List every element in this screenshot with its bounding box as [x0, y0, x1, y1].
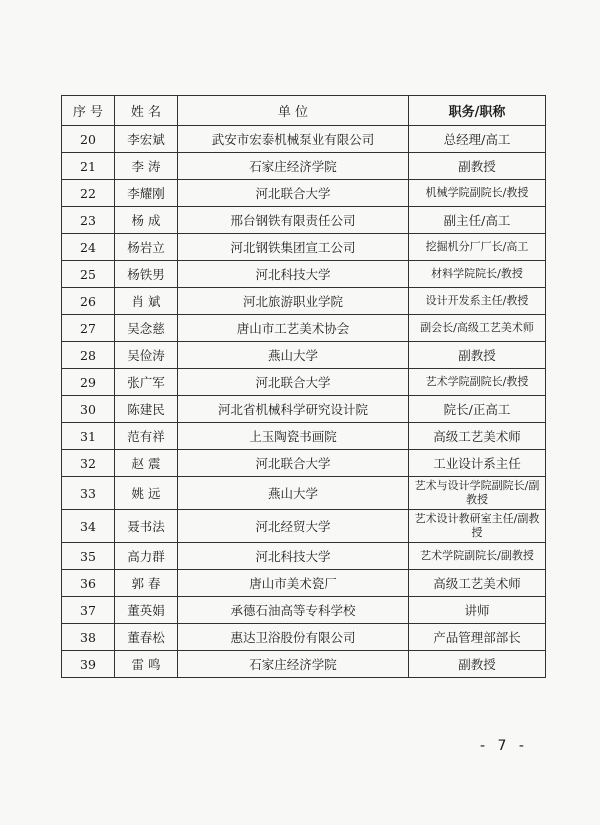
cell-name: 李 涛 [115, 153, 178, 180]
cell-title: 艺术学院副院长/副教授 [409, 543, 546, 570]
cell-title: 副教授 [409, 342, 546, 369]
cell-name: 范有祥 [115, 423, 178, 450]
cell-no: 26 [62, 288, 115, 315]
cell-title: 艺术设计教研室主任/副教授 [409, 510, 546, 543]
cell-unit: 河北经贸大学 [178, 510, 409, 543]
cell-title: 产品管理部部长 [409, 624, 546, 651]
table-row [62, 570, 546, 597]
cell-name: 杨 成 [115, 207, 178, 234]
cell-title: 工业设计系主任 [409, 450, 546, 477]
header-no: 序 号 [62, 96, 115, 126]
header-unit: 单 位 [178, 96, 409, 126]
cell-no: 28 [62, 342, 115, 369]
cell-unit: 唐山市美术瓷厂 [178, 570, 409, 597]
table-row [62, 597, 546, 624]
cell-no: 21 [62, 153, 115, 180]
table-row [62, 126, 546, 153]
cell-unit: 燕山大学 [178, 342, 409, 369]
table-row [62, 261, 546, 288]
table-row [62, 207, 546, 234]
cell-no: 37 [62, 597, 115, 624]
cell-title: 讲师 [409, 597, 546, 624]
table-body [62, 126, 546, 678]
cell-no: 29 [62, 369, 115, 396]
table-row [62, 423, 546, 450]
cell-name: 郭 春 [115, 570, 178, 597]
cell-no: 38 [62, 624, 115, 651]
cell-title: 设计开发系主任/教授 [409, 288, 546, 315]
cell-no: 33 [62, 477, 115, 510]
cell-title: 材料学院院长/教授 [409, 261, 546, 288]
cell-unit: 石家庄经济学院 [178, 651, 409, 678]
cell-title: 副会长/高级工艺美术师 [409, 315, 546, 342]
cell-title: 副教授 [409, 651, 546, 678]
cell-unit: 河北联合大学 [178, 450, 409, 477]
cell-name: 高力群 [115, 543, 178, 570]
cell-name: 杨岩立 [115, 234, 178, 261]
table-row [62, 510, 546, 543]
cell-unit: 河北科技大学 [178, 261, 409, 288]
cell-name: 董春松 [115, 624, 178, 651]
cell-no: 35 [62, 543, 115, 570]
cell-unit: 河北旅游职业学院 [178, 288, 409, 315]
cell-no: 25 [62, 261, 115, 288]
table-row [62, 477, 546, 510]
cell-name: 张广军 [115, 369, 178, 396]
table-row [62, 342, 546, 369]
cell-title: 高级工艺美术师 [409, 423, 546, 450]
cell-name: 雷 鸣 [115, 651, 178, 678]
cell-no: 22 [62, 180, 115, 207]
table-row [62, 396, 546, 423]
header-title: 职务/职称 [409, 96, 546, 126]
table-row [62, 315, 546, 342]
cell-name: 陈建民 [115, 396, 178, 423]
table-row [62, 153, 546, 180]
cell-no: 30 [62, 396, 115, 423]
cell-unit: 上玉陶瓷书画院 [178, 423, 409, 450]
cell-name: 聂书法 [115, 510, 178, 543]
cell-unit: 燕山大学 [178, 477, 409, 510]
cell-unit: 唐山市工艺美术协会 [178, 315, 409, 342]
cell-unit: 河北省机械科学研究设计院 [178, 396, 409, 423]
cell-name: 李耀刚 [115, 180, 178, 207]
header-name: 姓 名 [115, 96, 178, 126]
cell-unit: 河北联合大学 [178, 180, 409, 207]
cell-title: 院长/正高工 [409, 396, 546, 423]
cell-title: 挖掘机分厂厂长/高工 [409, 234, 546, 261]
cell-no: 31 [62, 423, 115, 450]
cell-title: 副教授 [409, 153, 546, 180]
cell-title: 副主任/高工 [409, 207, 546, 234]
cell-no: 32 [62, 450, 115, 477]
cell-name: 姚 远 [115, 477, 178, 510]
cell-name: 董英娟 [115, 597, 178, 624]
cell-title: 机械学院副院长/教授 [409, 180, 546, 207]
cell-unit: 承德石油高等专科学校 [178, 597, 409, 624]
cell-title: 总经理/高工 [409, 126, 546, 153]
cell-title: 高级工艺美术师 [409, 570, 546, 597]
table-row [62, 288, 546, 315]
cell-unit: 河北联合大学 [178, 369, 409, 396]
table-row [62, 450, 546, 477]
cell-unit: 武安市宏泰机械泵业有限公司 [178, 126, 409, 153]
cell-name: 杨铁男 [115, 261, 178, 288]
cell-name: 吴俭涛 [115, 342, 178, 369]
cell-no: 39 [62, 651, 115, 678]
cell-unit: 河北科技大学 [178, 543, 409, 570]
cell-unit: 河北钢铁集团宣工公司 [178, 234, 409, 261]
cell-title: 艺术学院副院长/教授 [409, 369, 546, 396]
table-row [62, 543, 546, 570]
cell-name: 吴念慈 [115, 315, 178, 342]
table-row [62, 234, 546, 261]
cell-no: 20 [62, 126, 115, 153]
cell-no: 34 [62, 510, 115, 543]
cell-name: 李宏斌 [115, 126, 178, 153]
cell-no: 23 [62, 207, 115, 234]
expert-roster-table [61, 95, 546, 678]
cell-unit: 邢台钢铁有限责任公司 [178, 207, 409, 234]
page-number: - 7 - [480, 738, 528, 754]
table-row [62, 369, 546, 396]
table-row [62, 180, 546, 207]
cell-unit: 惠达卫浴股份有限公司 [178, 624, 409, 651]
cell-name: 赵 震 [115, 450, 178, 477]
cell-name: 肖 斌 [115, 288, 178, 315]
table-row [62, 624, 546, 651]
cell-unit: 石家庄经济学院 [178, 153, 409, 180]
table-header-row [62, 96, 546, 126]
cell-title: 艺术与设计学院副院长/副教授 [409, 477, 546, 510]
cell-no: 27 [62, 315, 115, 342]
cell-no: 36 [62, 570, 115, 597]
cell-no: 24 [62, 234, 115, 261]
table-row [62, 651, 546, 678]
